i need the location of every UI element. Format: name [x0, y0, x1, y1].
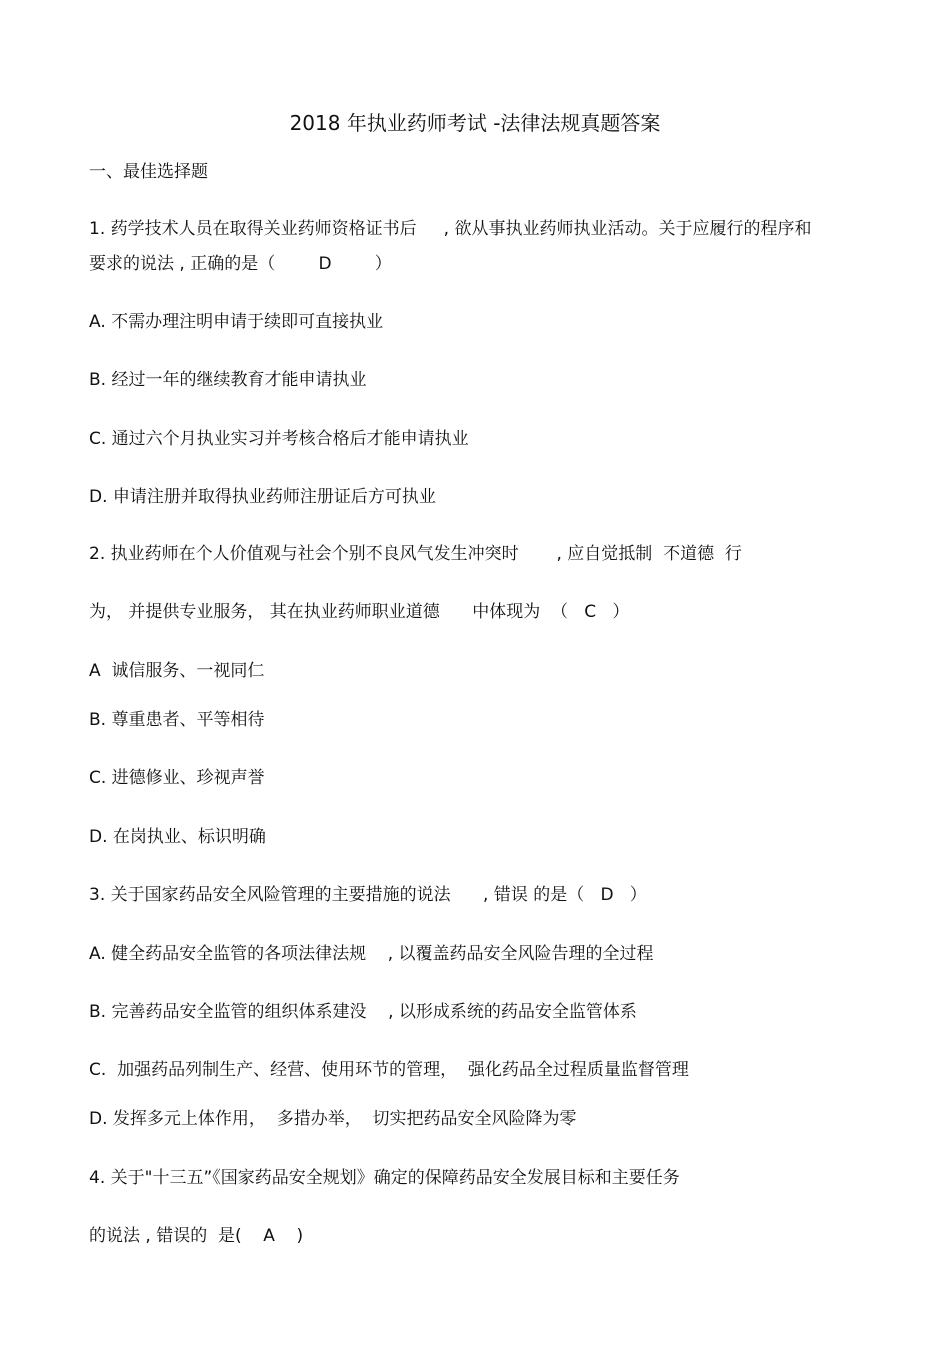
question-2-stem-line-2: 为， 并提供专业服务， 其在执业药师职业道德 中体现为 （ C ）: [89, 602, 630, 622]
document-title: 2018 年执业药师考试 -法律法规真题答案: [289, 111, 661, 135]
question-1-option-b: B. 经过一年的继续教育才能申请执业: [89, 370, 367, 390]
question-4-stem-line-1: 4. 关于"十三五”《国家药品安全规划》确定的保障药品安全发展目标和主要任务: [89, 1168, 680, 1188]
question-1-stem-line-2: 要求的说法 , 正确的是（ D ）: [89, 254, 392, 274]
question-3-option-c: C. 加强药品列制生产、经营、使用环节的管理， 强化药品全过程质量监督管理: [89, 1060, 689, 1080]
question-2-option-d: D. 在岗执业、标识明确: [89, 827, 266, 847]
question-2-option-c: C. 进德修业、珍视声誉: [89, 768, 265, 788]
section-heading: 一、最佳选择题: [89, 162, 208, 182]
question-2-option-b: B. 尊重患者、平等相待: [89, 710, 265, 730]
question-3-option-b: B. 完善药品安全监管的组织体系建没 , 以形成系统的药品安全监管体系: [89, 1002, 637, 1022]
question-1-option-c: C. 通过六个月执业实习并考核合格后才能申请执业: [89, 429, 469, 449]
question-1-stem-line-1: 1. 药学技术人员在取得关业药师资格证书后 , 欲从事执业药师执业活动。关于应履行的程序和: [89, 219, 812, 239]
question-2-stem-line-1: 2. 执业药师在个人价值观与社会个别不良风气发生冲突时 , 应自觉抵制 不道德 行: [89, 544, 742, 564]
question-3-stem: 3. 关于国家药品安全风险管理的主要措施的说法 , 错误 的是（ D ）: [89, 885, 647, 905]
question-2-option-a: A 诚信服务、一视同仁: [89, 661, 265, 681]
question-1-option-d: D. 申请注册并取得执业药师注册证后方可执业: [89, 487, 436, 507]
question-3-option-a: A. 健全药品安全监管的各项法律法规 , 以覆盖药品安全风险告理的全过程: [89, 944, 654, 964]
question-3-option-d: D. 发挥多元上体作用， 多措办举， 切实把药品安全风险降为零: [89, 1109, 577, 1129]
question-4-stem-line-2: 的说法 , 错误的 是( A ): [89, 1226, 304, 1246]
question-1-option-a: A. 不需办理注明申请于续即可直接执业: [89, 312, 384, 332]
